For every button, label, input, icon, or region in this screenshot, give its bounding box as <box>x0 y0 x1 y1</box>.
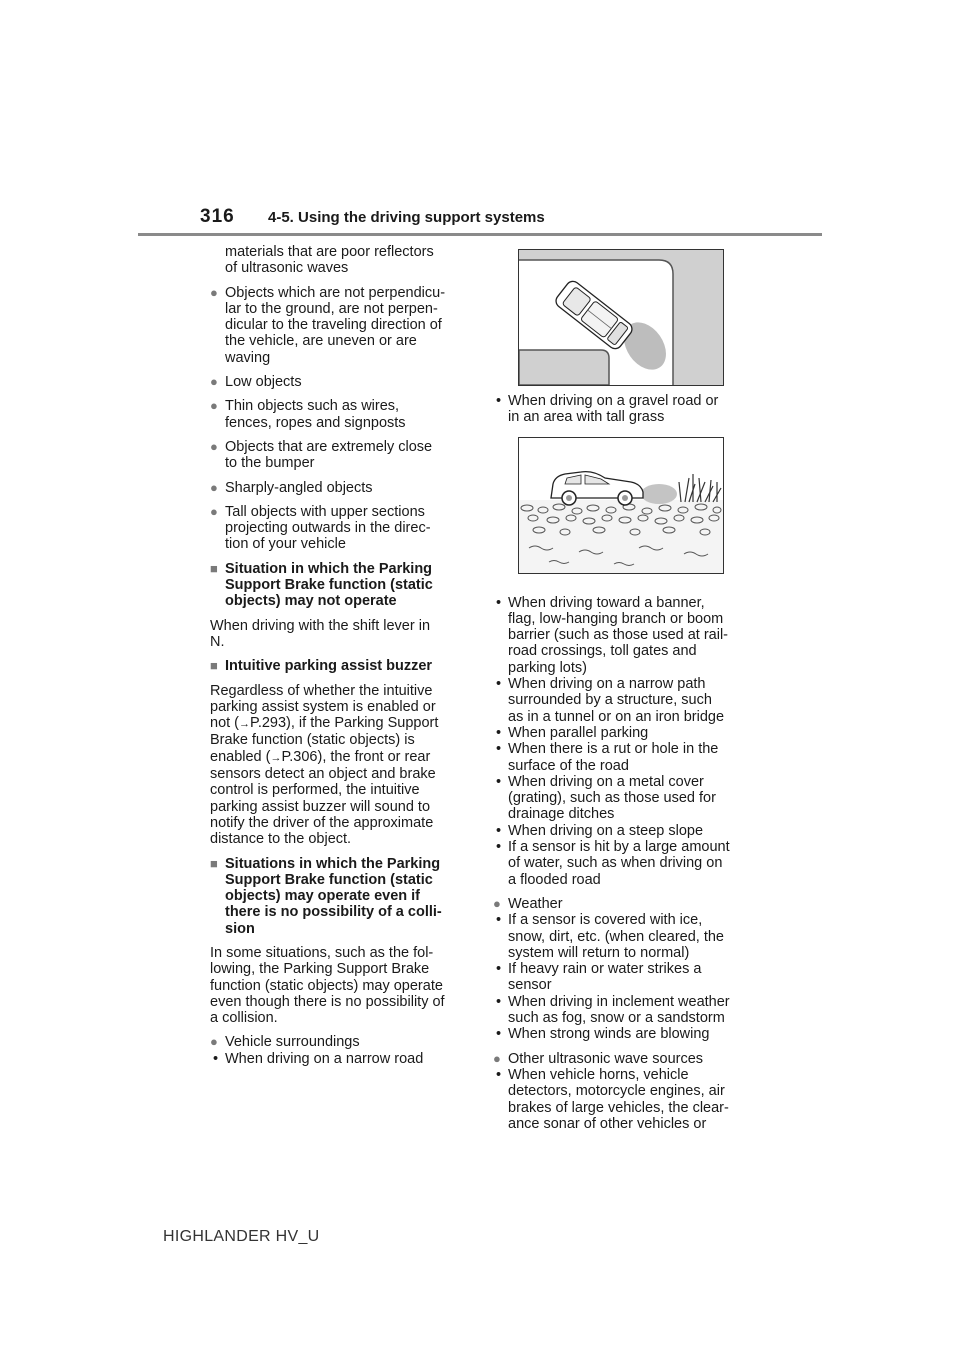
narrow-road-image <box>519 250 723 385</box>
page-reference[interactable]: P.306), the front or rear <box>281 748 431 765</box>
dash-icon: • <box>496 1026 502 1043</box>
narrow-road-illustration <box>518 249 724 386</box>
section-title: 4-5. Using the driving support systems <box>268 209 545 226</box>
bullet-icon: ● <box>210 398 218 414</box>
sub-list-item: • When driving on a narrow road <box>213 1050 424 1067</box>
sub-list-item: • When parallel parking <box>496 724 649 741</box>
subheading: ■ Intuitive parking assist buzzer <box>210 658 433 675</box>
dash-icon: • <box>496 822 502 839</box>
bullet-icon: ● <box>210 374 218 390</box>
dash-icon: • <box>496 741 502 758</box>
dash-icon: • <box>496 993 502 1010</box>
sub-list-item: • When strong winds are blowing <box>496 1026 710 1043</box>
bullet-icon: ● <box>210 503 218 519</box>
dash-icon: • <box>496 724 502 741</box>
gravel-road-image <box>519 438 723 573</box>
arrow-icon: → <box>239 718 251 731</box>
list-item: ● Other ultrasonic wave sources <box>493 1050 704 1067</box>
dash-icon: • <box>496 839 502 856</box>
bullet-icon: ● <box>210 284 218 300</box>
dash-icon: • <box>213 1050 219 1067</box>
header-divider <box>138 233 822 236</box>
list-item: ● Vehicle surroundings <box>210 1034 360 1051</box>
continued-text: materials that are poor reflectors of ultrasonic waves <box>225 244 434 277</box>
page-header <box>200 206 545 228</box>
list-item: ● Weather <box>493 895 563 912</box>
sub-list-item: • When driving in inclement weather such as fog, snow or a sandstorm <box>496 993 730 1027</box>
dash-icon: • <box>496 912 502 929</box>
list-item: ● Sharply-angled objects <box>210 479 373 496</box>
bullet-icon: ● <box>493 895 501 911</box>
left-column <box>210 244 472 1067</box>
sub-list-item: • If a sensor is hit by a large amount of water, such as when driving on a flooded road <box>496 839 730 888</box>
dash-icon: • <box>496 1066 502 1083</box>
page-reference[interactable]: P.293), if the Parking Support <box>250 715 439 732</box>
gravel-road-illustration <box>518 437 724 574</box>
list-item: ● Objects that are extremely close to the bumper <box>210 438 433 472</box>
dash-icon: • <box>496 961 502 978</box>
dash-icon: • <box>496 773 502 790</box>
square-icon: ■ <box>210 855 218 871</box>
sub-list-item: • When driving on a narrow path surrounded by a structure, such as in a tunnel or on an iron bridge <box>496 676 725 725</box>
footer-model: HIGHLANDER HV_U <box>163 1228 320 1245</box>
bullet-icon: ● <box>493 1050 501 1066</box>
square-icon: ■ <box>210 658 218 674</box>
subheading: ■ Situation in which the Parking Support Brake function (static objects) may not operate <box>210 560 433 610</box>
sub-list-item: • When driving on a gravel road or in an area with tall grass <box>496 393 719 426</box>
dash-icon: • <box>496 594 502 611</box>
dash-icon: • <box>496 393 502 409</box>
square-icon: ■ <box>210 560 218 576</box>
list-item: ● Tall objects with upper sections projecting outwards in the direc- tion of your vehicle <box>210 503 431 553</box>
bullet-icon: ● <box>210 1034 218 1050</box>
paragraph: In some situations, such as the fol- lowing, the Parking Support Brake function (static objects) may operate even though there is no possibility of a collision. <box>210 944 445 1027</box>
arrow-icon: → <box>270 751 282 764</box>
paragraph: Regardless of whether the intuitive parking assist system is enabled or not (→P.293), if the Parking Support Brake function (static objects) is enabled (→P.306), the front or rear sensors detect an object and brake control is performed, the intuitive parking assist buzzer will sound to notify the driver of the approximate distance to the object. <box>210 682 439 848</box>
bullet-icon: ● <box>210 479 218 495</box>
sub-list-item: • When there is a rut or hole in the surface of the road <box>496 741 719 774</box>
sub-list-item: • When driving on a metal cover (grating), such as those used for drainage ditches <box>496 773 716 823</box>
subheading: ■ Situations in which the Parking Support Brake function (static objects) may operate even if there is no possibility of a colli- sion <box>210 855 442 937</box>
paragraph: When driving with the shift lever in N. <box>210 617 431 650</box>
list-item: ● Low objects <box>210 374 302 391</box>
sub-list-item: • When driving toward a banner, flag, low-hanging branch or boom barrier (such as those used at rail- road crossings, toll gates and parking lots) <box>496 594 729 676</box>
sub-list-item: • When driving on a steep slope <box>496 822 704 839</box>
bullet-icon: ● <box>210 438 218 454</box>
sub-list-item: • If a sensor is covered with ice, snow, dirt, etc. (when cleared, the system will return to normal) <box>496 912 724 961</box>
sub-list-item: • When vehicle horns, vehicle detectors, motorcycle engines, air brakes of large vehicles, the clear- ance sonar of other vehicles or <box>496 1066 729 1132</box>
page-number: 316 <box>200 206 235 227</box>
list-item: ● Thin objects such as wires, fences, ropes and signposts <box>210 398 406 431</box>
list-item: ● Objects which are not perpendicu- lar to the ground, are not perpen- dicular to the traveling direction of the vehicle, are uneven or are waving <box>210 284 446 366</box>
sub-list-item: • If heavy rain or water strikes a sensor <box>496 961 702 994</box>
dash-icon: • <box>496 676 502 693</box>
